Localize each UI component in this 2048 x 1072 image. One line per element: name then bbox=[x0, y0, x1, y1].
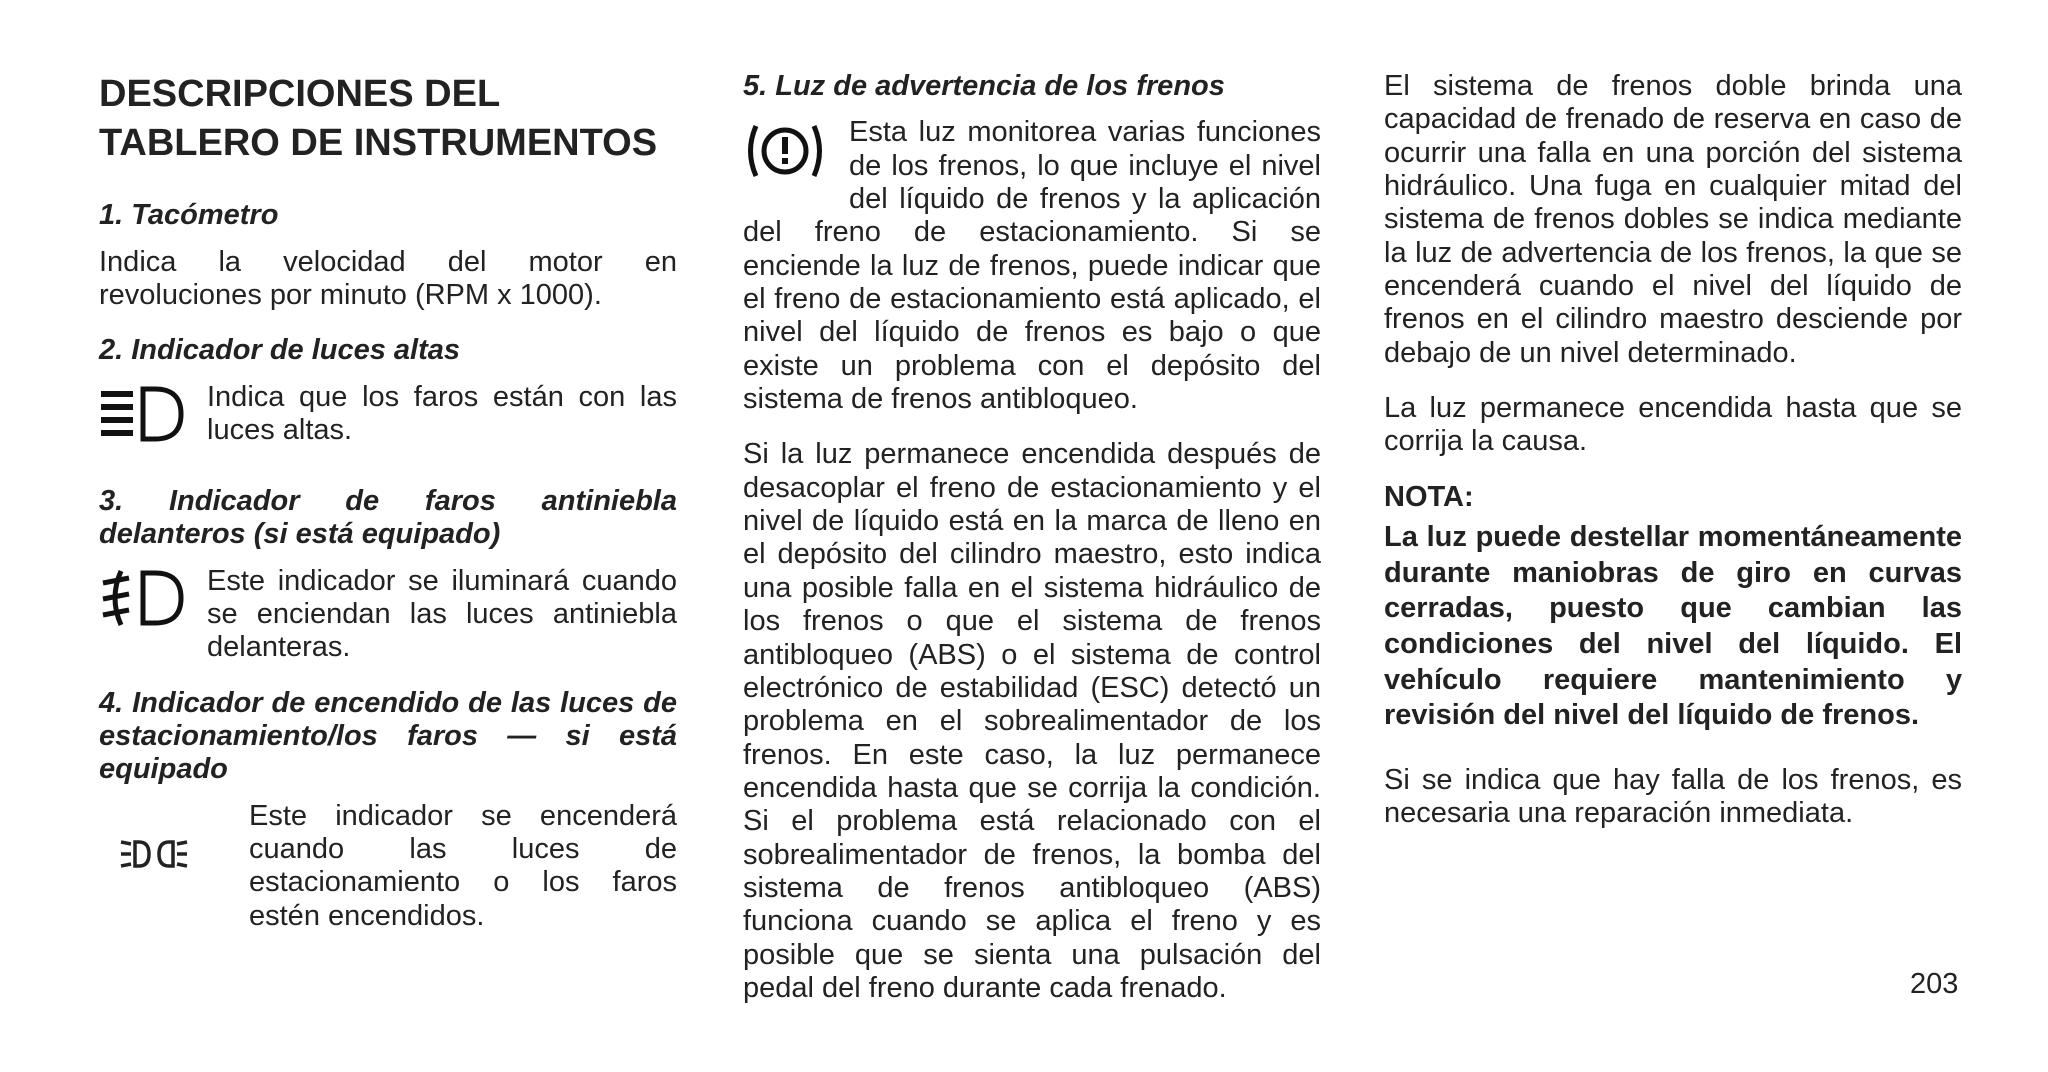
parking-lights-row bbox=[99, 800, 677, 933]
paragraph-repair-needed: Si se indica que hay falla de los frenos, es necesaria una reparación inmediata. bbox=[1384, 764, 1962, 830]
paragraph-front-fog: Este indicador se iluminará cuando se enciendan las luces antiniebla delanteras. bbox=[207, 564, 677, 664]
front-fog-light-icon bbox=[99, 569, 207, 635]
high-beam-icon bbox=[99, 385, 207, 451]
high-beam-row bbox=[99, 381, 677, 451]
section-heading-front-fog: 3. Indicador de faros antiniebla delanteros (si está equipado) bbox=[99, 484, 677, 551]
paragraph-light-stays-on: La luz permanece encendida hasta que se corrija la causa. bbox=[1384, 392, 1962, 458]
column-2 bbox=[743, 70, 1321, 1005]
section-heading-brake-warning: 5. Luz de advertencia de los frenos bbox=[743, 70, 1225, 102]
paragraph-brake-warning-1: Esta luz monitorea varias funciones de los frenos, lo que incluye el nivel del líquido de frenos y la aplicación del freno de estacionamiento. Si se enciende la luz de frenos, puede indicar que el freno de estacionamiento está aplicado, el nivel del líquido de frenos es bajo o que existe un problema con el depósito del sistema de frenos antibloqueo. bbox=[743, 116, 1321, 416]
brake-warning-icon bbox=[743, 116, 849, 204]
paragraph-parking-lights: Este indicador se encenderá cuando las luces de estacionamiento o los faros estén encendidos. bbox=[249, 799, 677, 932]
front-fog-row bbox=[99, 565, 677, 665]
note-text: La luz puede destellar momentáneamente durante maniobras de giro en curvas cerradas, puesto que cambian las condiciones del nivel del líquido. El vehículo requiere mantenimiento y revisión del nivel del líquido de frenos. bbox=[1384, 521, 1962, 732]
brake-warning-block bbox=[743, 116, 1321, 416]
paragraph-high-beam: Indica que los faros están con las luces altas. bbox=[207, 380, 677, 446]
column-3 bbox=[1384, 70, 1962, 831]
note-label: NOTA: bbox=[1384, 480, 1474, 513]
section-heading-tachometer: 1. Tacómetro bbox=[99, 199, 279, 232]
page-title: DESCRIPCIONES DEL TABLERO DE INSTRUMENTOS bbox=[99, 73, 658, 164]
paragraph-brake-warning-2: Si la luz permanece encendida después de desacoplar el freno de estacionamiento y el nivel de líquido está en la marca de lleno en el depósito del cilindro maestro, esto indica una posible falla en el sistema hidráulico de los frenos o que el sistema de frenos antibloqueo (ABS) o el sistema de control electrónico de estabilidad (ESC) detectó un problema en el sobrealimentador de los frenos. En este caso, la luz permanece encendida hasta que se corrija la condición. Si el problema está relacionado con el sobrealimentador de frenos, la bomba del sistema de frenos antibloqueo (ABS) funciona cuando se aplica el freno y es posible que se sienta una pulsación del pedal del freno durante cada frenado. bbox=[743, 438, 1321, 1004]
column-1 bbox=[99, 70, 677, 933]
section-heading-high-beam: 2. Indicador de luces altas bbox=[99, 334, 461, 367]
paragraph-tachometer: Indica la velocidad del motor en revoluciones por minuto (RPM x 1000). bbox=[99, 245, 677, 311]
page-number: 203 bbox=[1910, 968, 1959, 1000]
parking-lights-icon bbox=[99, 824, 249, 892]
section-heading-parking-lights: 4. Indicador de encendido de las luces de estacionamiento/los faros — si está equipado bbox=[99, 686, 677, 786]
paragraph-dual-brake-system: El sistema de frenos doble brinda una capacidad de frenado de reserva en caso de ocurrir una falla en una porción del sistema hidráulico. Una fuga en cualquier mitad del sistema de frenos dobles se indica mediante la luz de advertencia de los frenos, la que se encenderá cuando el nivel del líquido de frenos en el cilindro maestro desciende por debajo de un nivel determinado. bbox=[1384, 70, 1962, 369]
